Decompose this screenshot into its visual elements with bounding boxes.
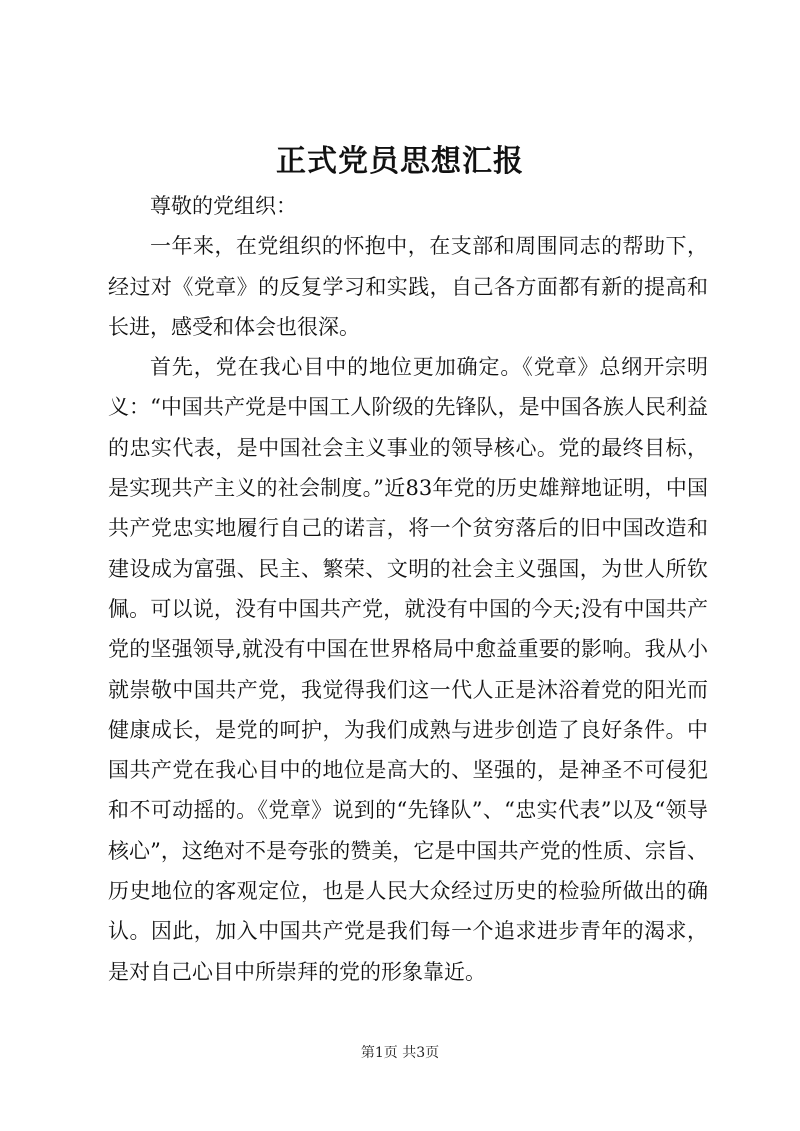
document-title: 正式党员思想汇报 — [276, 144, 524, 179]
paragraph-1: 一年来，在党组织的怀抱中，在支部和周围同志的帮助下，经过对《党章》的反复学习和实践，自己各方面都有新的提高和长进，感受和体会也很深。 — [108, 234, 708, 339]
page-footer — [0, 1043, 800, 1063]
page-number: 第1页 共3页 — [360, 1045, 440, 1061]
document-body — [108, 186, 708, 992]
salutation: 尊敬的党组织： — [150, 194, 297, 218]
paragraph-2: 首先，党在我心目中的地位更加确定。《党章》总纲开宗明义：“中国共产党是中国工人阶级的先锋队，是中国各族人民利益的忠实代表，是中国社会主义事业的领导核心。党的最终目标，是实现共产主义的社会制度。”近83年党的历史雄辩地证明，中国共产党忠实地履行自己的诺言，将一个贫穷落后的旧中国改造和建设成为富强、民主、繁荣、文明的社会主义强国，为世人所钦佩。可以说，没有中国共产党，就没有中国的今天;没有中国共产党的坚强领导,就没有中国在世界格局中愈益重要的影响。我从小就崇敬中国共产党，我觉得我们这一代人正是沐浴着党的阳光而健康成长，是党的呵护，为我们成熟与进步创造了良好条件。中国共产党在我心目中的地位是高大的、坚强的，是神圣不可侵犯和不可动摇的。《党章》说到的“先锋队”、“忠实代表”以及“领导核心”，这绝对不是夸张的赞美，它是中国共产党的性质、宗旨、历史地位的客观定位，也是人民大众经过历史的检验所做出的确认。因此，加入中国共产党是我们每一个追求进步青年的渴求，是对自己心目中所崇拜的党的形象靠近。 — [108, 355, 708, 984]
